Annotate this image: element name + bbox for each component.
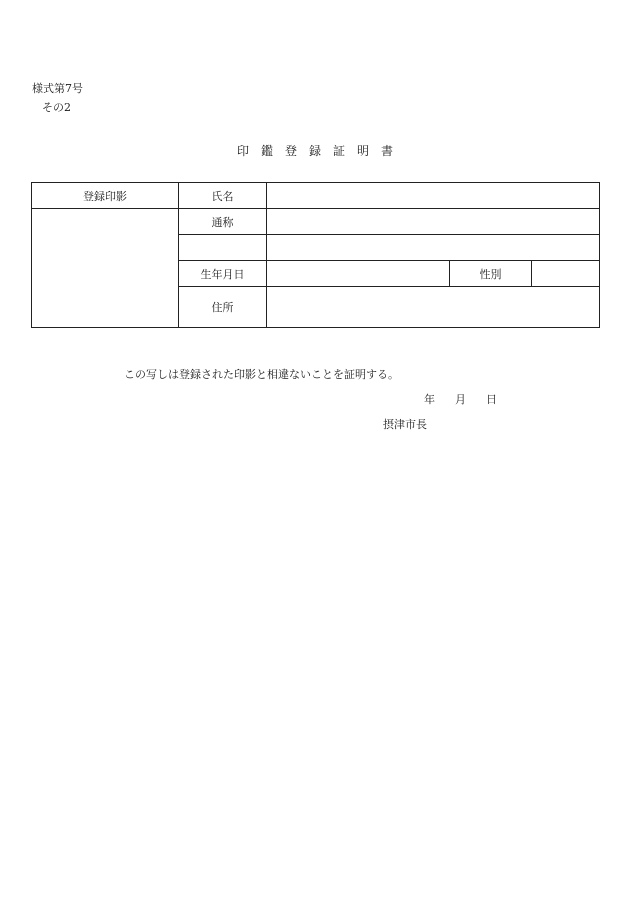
name-label: 氏名 — [179, 183, 267, 209]
alias-value — [267, 209, 600, 235]
blank-label — [179, 235, 267, 261]
seal-impression-area — [32, 209, 179, 328]
birthdate-label: 生年月日 — [179, 261, 267, 287]
date-year: 年 — [424, 393, 435, 406]
date-month: 月 — [455, 393, 466, 406]
address-label: 住所 — [179, 287, 267, 328]
document-title: 印鑑登録証明書 — [236, 144, 405, 158]
form-sub-number: その2 — [42, 101, 71, 114]
address-value — [267, 287, 600, 328]
sex-value — [532, 261, 600, 287]
alias-label: 通称 — [179, 209, 267, 235]
date-day: 日 — [486, 393, 497, 406]
name-value — [267, 183, 600, 209]
birthdate-value — [267, 261, 450, 287]
sex-label: 性別 — [450, 261, 532, 287]
registration-table — [31, 182, 600, 328]
issuer-name: 摂津市長 — [383, 418, 427, 431]
certification-statement: この写しは登録された印影と相違ないことを証明する。 — [124, 368, 399, 381]
form-number: 様式第7号 — [32, 82, 83, 95]
seal-header: 登録印影 — [32, 183, 179, 209]
blank-value — [267, 235, 600, 261]
issue-date — [424, 391, 497, 407]
